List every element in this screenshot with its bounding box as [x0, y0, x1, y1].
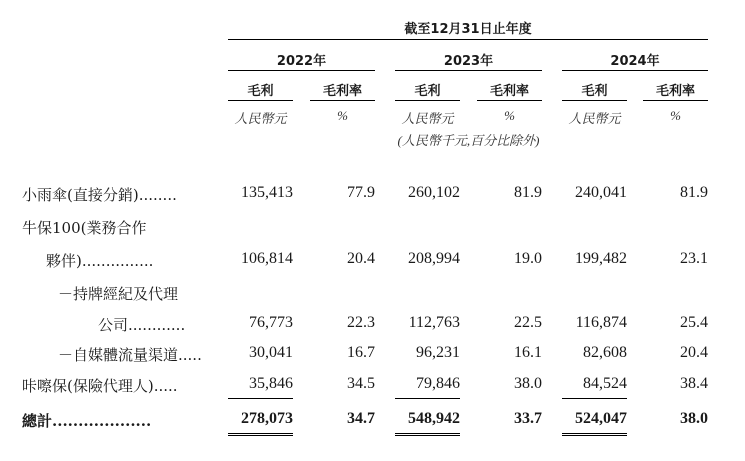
- unit-rmb-2022: 人民幣元: [234, 111, 287, 126]
- cell-broker-margin-2024: 25.4: [680, 314, 708, 331]
- cell-niubao-gp-2023: 208,994: [408, 250, 460, 267]
- cell-self-media-gp-2022: 30,041: [249, 344, 293, 361]
- cell-broker-gp-2023: 112,763: [408, 314, 460, 331]
- subtotal-rule-2023: [395, 398, 460, 399]
- col-margin-2023: 毛利率: [489, 84, 529, 99]
- cell-niubao-margin-2023: 19.0: [514, 250, 542, 267]
- row-label-self-media: －自媒體流量渠道.....: [58, 346, 202, 364]
- row-label-total: 總計...................: [22, 412, 152, 430]
- cell-total-gp-2024: 524,047: [575, 410, 627, 427]
- unit-note: (人民幣千元,百分比除外): [397, 133, 540, 148]
- subtotal-rule-2022: [228, 398, 293, 399]
- total-double-rule-2024: [562, 433, 627, 436]
- col-gross-profit-2023: 毛利: [414, 84, 441, 99]
- cell-self-media-margin-2024: 20.4: [680, 344, 708, 361]
- cell-total-gp-2023: 548,942: [408, 410, 460, 427]
- cell-total-margin-2023: 33.7: [514, 410, 542, 427]
- cell-niubao-margin-2022: 20.4: [347, 250, 375, 267]
- year-underline-2022: [228, 70, 375, 71]
- year-2023: 2023年: [443, 54, 494, 69]
- cell-kachabao-gp-2023: 79,846: [416, 375, 460, 392]
- cell-self-media-gp-2024: 82,608: [583, 344, 627, 361]
- cell-kachabao-margin-2023: 38.0: [514, 375, 542, 392]
- col-margin-2022: 毛利率: [322, 84, 362, 99]
- subtotal-rule-2024: [562, 398, 627, 399]
- cell-self-media-margin-2023: 16.1: [514, 344, 542, 361]
- cell-self-media-margin-2022: 16.7: [347, 344, 375, 361]
- cell-kachabao-gp-2022: 35,846: [249, 375, 293, 392]
- year-2022: 2022年: [276, 54, 327, 69]
- cell-broker-gp-2024: 116,874: [575, 314, 627, 331]
- unit-pct-2023: %: [504, 108, 515, 123]
- cell-broker-margin-2023: 22.5: [514, 314, 542, 331]
- year-2024: 2024年: [610, 54, 660, 69]
- unit-rmb-2024: 人民幣元: [568, 111, 621, 126]
- row-label-kachabao: 咔嚓保(保險代理人).....: [22, 377, 178, 395]
- unit-rmb-2023: 人民幣元: [401, 111, 454, 126]
- col-gross-profit-2022: 毛利: [247, 84, 274, 99]
- col-underline-6: [643, 100, 708, 101]
- cell-niubao-gp-2024: 199,482: [575, 250, 627, 267]
- cell-xiaoyusan-margin-2023: 81.9: [514, 184, 542, 201]
- row-label-broker-line1: －持牌經紀及代理: [58, 285, 179, 303]
- col-underline-5: [562, 100, 627, 101]
- period-header: 截至12月31日止年度: [404, 22, 532, 37]
- cell-niubao-margin-2024: 23.1: [680, 250, 708, 267]
- period-underline: [228, 39, 708, 40]
- cell-xiaoyusan-gp-2024: 240,041: [575, 184, 627, 201]
- unit-pct-2022: %: [337, 108, 348, 123]
- cell-niubao-gp-2022: 106,814: [241, 250, 293, 267]
- cell-kachabao-margin-2022: 34.5: [347, 375, 375, 392]
- row-label-niubao-line1: 牛保100(業務合作: [22, 219, 147, 237]
- cell-xiaoyusan-margin-2022: 77.9: [347, 184, 375, 201]
- cell-xiaoyusan-gp-2022: 135,413: [241, 184, 293, 201]
- cell-broker-gp-2022: 76,773: [249, 314, 293, 331]
- cell-self-media-gp-2023: 96,231: [416, 344, 460, 361]
- cell-total-gp-2022: 278,073: [241, 410, 293, 427]
- col-underline-2: [310, 100, 375, 101]
- year-underline-2024: [562, 70, 708, 71]
- cell-xiaoyusan-gp-2023: 260,102: [408, 184, 460, 201]
- row-label-broker-line2: 公司............: [98, 316, 186, 334]
- year-underline-2023: [395, 70, 542, 71]
- col-underline-3: [395, 100, 460, 101]
- col-margin-2024: 毛利率: [655, 84, 695, 99]
- cell-kachabao-gp-2024: 84,524: [583, 375, 627, 392]
- total-double-rule-2022: [228, 433, 293, 436]
- col-underline-1: [228, 100, 293, 101]
- cell-broker-margin-2022: 22.3: [347, 314, 375, 331]
- cell-total-margin-2022: 34.7: [347, 410, 375, 427]
- col-gross-profit-2024: 毛利: [581, 84, 608, 99]
- row-label-niubao-line2: 夥伴)...............: [46, 252, 154, 270]
- cell-kachabao-margin-2024: 38.4: [680, 375, 708, 392]
- total-double-rule-2023: [395, 433, 460, 436]
- col-underline-4: [477, 100, 542, 101]
- row-label-xiaoyusan: 小雨傘(直接分銷)........: [22, 186, 177, 204]
- unit-pct-2024: %: [670, 108, 681, 123]
- cell-xiaoyusan-margin-2024: 81.9: [680, 184, 708, 201]
- cell-total-margin-2024: 38.0: [680, 410, 708, 427]
